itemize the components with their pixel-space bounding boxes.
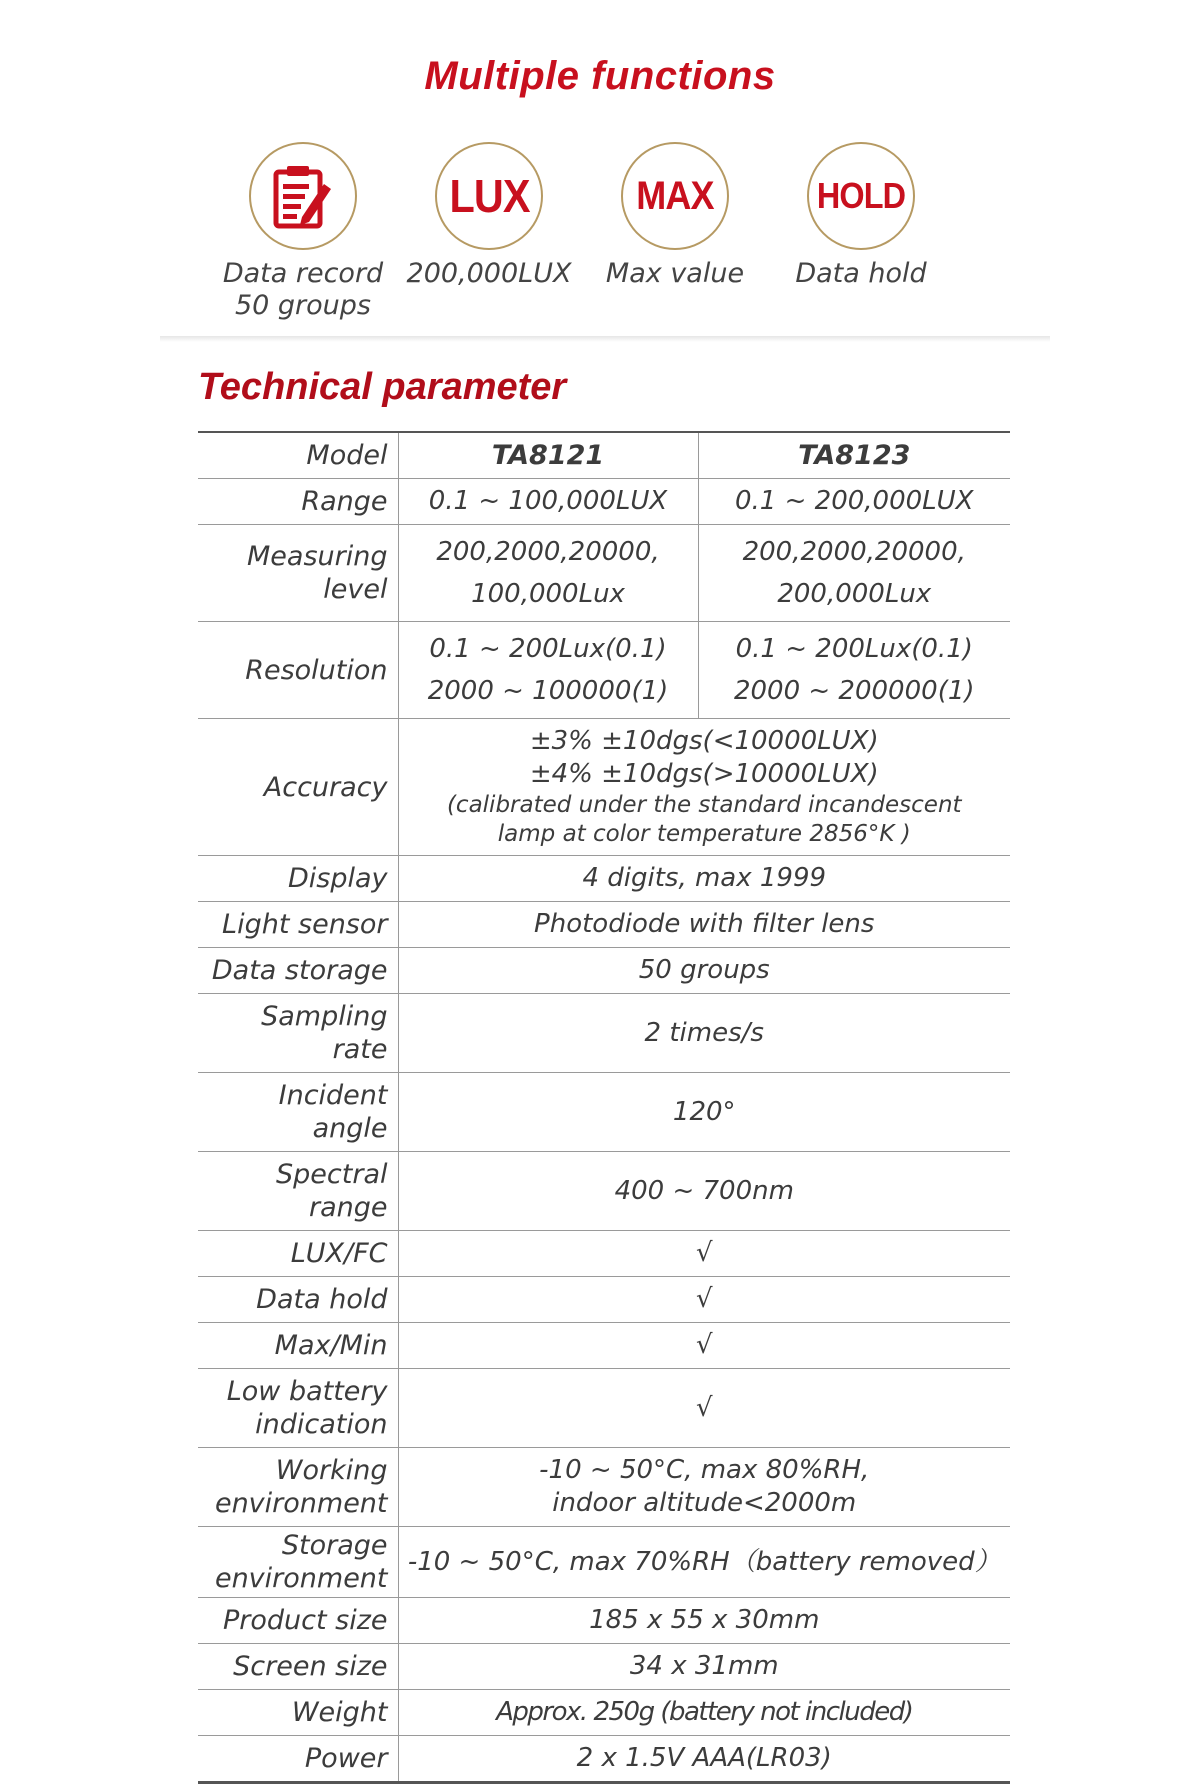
- table-row: [198, 1527, 1010, 1598]
- cell-value: [398, 719, 1010, 856]
- row-label: Sampling rate: [198, 994, 398, 1073]
- feature-label: 200,000LUX: [406, 258, 572, 289]
- cell-value: 2 x 1.5V AAA(LR03): [398, 1736, 1010, 1783]
- row-label-line: Working: [275, 1455, 388, 1486]
- cell-line: 2000 ~ 200000(1): [733, 676, 975, 706]
- row-label: [198, 1448, 398, 1527]
- row-label: Screen size: [198, 1644, 398, 1690]
- table-row: [198, 479, 1010, 525]
- cell-line: 200,2000,20000,: [742, 537, 966, 567]
- cell-value: 34 x 31mm: [398, 1644, 1010, 1690]
- table-row: [198, 719, 1010, 856]
- hold-badge-text: HOLD: [816, 175, 906, 216]
- cell-value: [698, 525, 1010, 622]
- max-badge-text: MAX: [636, 173, 714, 218]
- table-row: [198, 1231, 1010, 1277]
- clipboard-icon: [249, 142, 357, 250]
- row-label-line: Storage: [281, 1530, 388, 1561]
- feature-label: Max value: [605, 258, 745, 289]
- cell-line: indoor altitude<2000m: [552, 1488, 857, 1518]
- table-row: [198, 525, 1010, 622]
- row-label: Product size: [198, 1598, 398, 1644]
- row-label: Incident angle: [198, 1073, 398, 1152]
- row-label: Power: [198, 1736, 398, 1783]
- cell-value: 50 groups: [398, 948, 1010, 994]
- cell-line: 0.1 ~ 200Lux(0.1): [429, 634, 667, 664]
- feature-data-record: [213, 142, 393, 322]
- cell-value: [698, 622, 1010, 719]
- row-label-line: Low battery: [226, 1376, 388, 1407]
- row-label: Range: [198, 479, 398, 525]
- cell-line: 100,000Lux: [471, 579, 625, 609]
- lux-badge-text: LUX: [448, 170, 530, 222]
- table-row: [198, 622, 1010, 719]
- cell-line: 200,000Lux: [777, 579, 932, 609]
- row-label-line: Measuring: [247, 541, 388, 572]
- cell-value: 120°: [398, 1073, 1010, 1152]
- row-label: Model: [198, 432, 398, 479]
- check-icon: √: [398, 1277, 1010, 1323]
- table-row: [198, 1073, 1010, 1152]
- feature-label-line: 50 groups: [234, 290, 371, 321]
- cell-value: 2 times/s: [398, 994, 1010, 1073]
- feature-label: [213, 258, 393, 322]
- feature-hold: [771, 142, 951, 290]
- cell-line: ±4% ±10dgs(>10000LUX): [529, 759, 879, 789]
- row-label: Max/Min: [198, 1323, 398, 1369]
- row-label: Data hold: [198, 1277, 398, 1323]
- cell-value: [398, 525, 698, 622]
- row-label: LUX/FC: [198, 1231, 398, 1277]
- table-row: [198, 432, 1010, 479]
- cell-value: -10 ~ 50°C, max 70%RH（battery removed）: [398, 1527, 1010, 1598]
- section-divider: [160, 336, 1050, 342]
- feature-row: [213, 142, 993, 332]
- row-label: Weight: [198, 1690, 398, 1736]
- cell-line: lamp at color temperature 2856°K ): [497, 821, 911, 847]
- cell-value: [398, 622, 698, 719]
- table-row: [198, 902, 1010, 948]
- cell-value: 4 digits, max 1999: [398, 856, 1010, 902]
- row-label: Light sensor: [198, 902, 398, 948]
- section-title: Technical parameter: [198, 366, 567, 408]
- table-row: [198, 948, 1010, 994]
- cell-value: 0.1 ~ 200,000LUX: [698, 479, 1010, 525]
- table-row: [198, 994, 1010, 1073]
- clipboard-icon-graphic: [272, 162, 334, 230]
- row-label-line: level: [323, 574, 388, 605]
- table-row: [198, 1448, 1010, 1527]
- row-label: Spectral range: [198, 1152, 398, 1231]
- cell-line: 200,2000,20000,: [436, 537, 660, 567]
- cell-value: [398, 1448, 1010, 1527]
- row-label: [198, 525, 398, 622]
- table-row: [198, 856, 1010, 902]
- cell-line: -10 ~ 50°C, max 80%RH,: [539, 1455, 870, 1485]
- row-label: [198, 1369, 398, 1448]
- table-row: [198, 1323, 1010, 1369]
- feature-label-line: Data record: [222, 258, 384, 289]
- cell-line: ±3% ±10dgs(<10000LUX): [529, 726, 879, 756]
- table-row: [198, 1736, 1010, 1783]
- feature-lux: [399, 142, 579, 290]
- model-a: TA8121: [398, 432, 698, 479]
- row-label: [198, 1527, 398, 1598]
- cell-value: 0.1 ~ 100,000LUX: [398, 479, 698, 525]
- page-title: Multiple functions: [424, 54, 776, 98]
- feature-max: [585, 142, 765, 290]
- cell-line: 0.1 ~ 200Lux(0.1): [735, 634, 973, 664]
- model-b: TA8123: [698, 432, 1010, 479]
- row-label-line: environment: [214, 1488, 388, 1519]
- cell-line: 2000 ~ 100000(1): [427, 676, 669, 706]
- cell-value: 185 x 55 x 30mm: [398, 1598, 1010, 1644]
- table-row: [198, 1690, 1010, 1736]
- row-label-line: environment: [214, 1563, 388, 1594]
- check-icon: √: [398, 1369, 1010, 1448]
- cell-value: 400 ~ 700nm: [398, 1152, 1010, 1231]
- cell-value: Approx. 250g (battery not included): [398, 1690, 1010, 1736]
- row-label: Resolution: [198, 622, 398, 719]
- row-label: Data storage: [198, 948, 398, 994]
- cell-line: (calibrated under the standard incandescent: [446, 792, 962, 818]
- table-row: [198, 1598, 1010, 1644]
- hold-icon: [807, 142, 915, 250]
- row-label: Display: [198, 856, 398, 902]
- cell-value: Photodiode with filter lens: [398, 902, 1010, 948]
- feature-label: Data hold: [795, 258, 927, 289]
- check-icon: √: [398, 1323, 1010, 1369]
- row-label: Accuracy: [198, 719, 398, 856]
- lux-icon: [435, 142, 543, 250]
- max-icon: [621, 142, 729, 250]
- table-row: [198, 1277, 1010, 1323]
- table-row: [198, 1152, 1010, 1231]
- spec-table: [198, 431, 1010, 1784]
- row-label-line: indication: [255, 1409, 388, 1440]
- table-row: [198, 1644, 1010, 1690]
- table-row: [198, 1369, 1010, 1448]
- check-icon: √: [398, 1231, 1010, 1277]
